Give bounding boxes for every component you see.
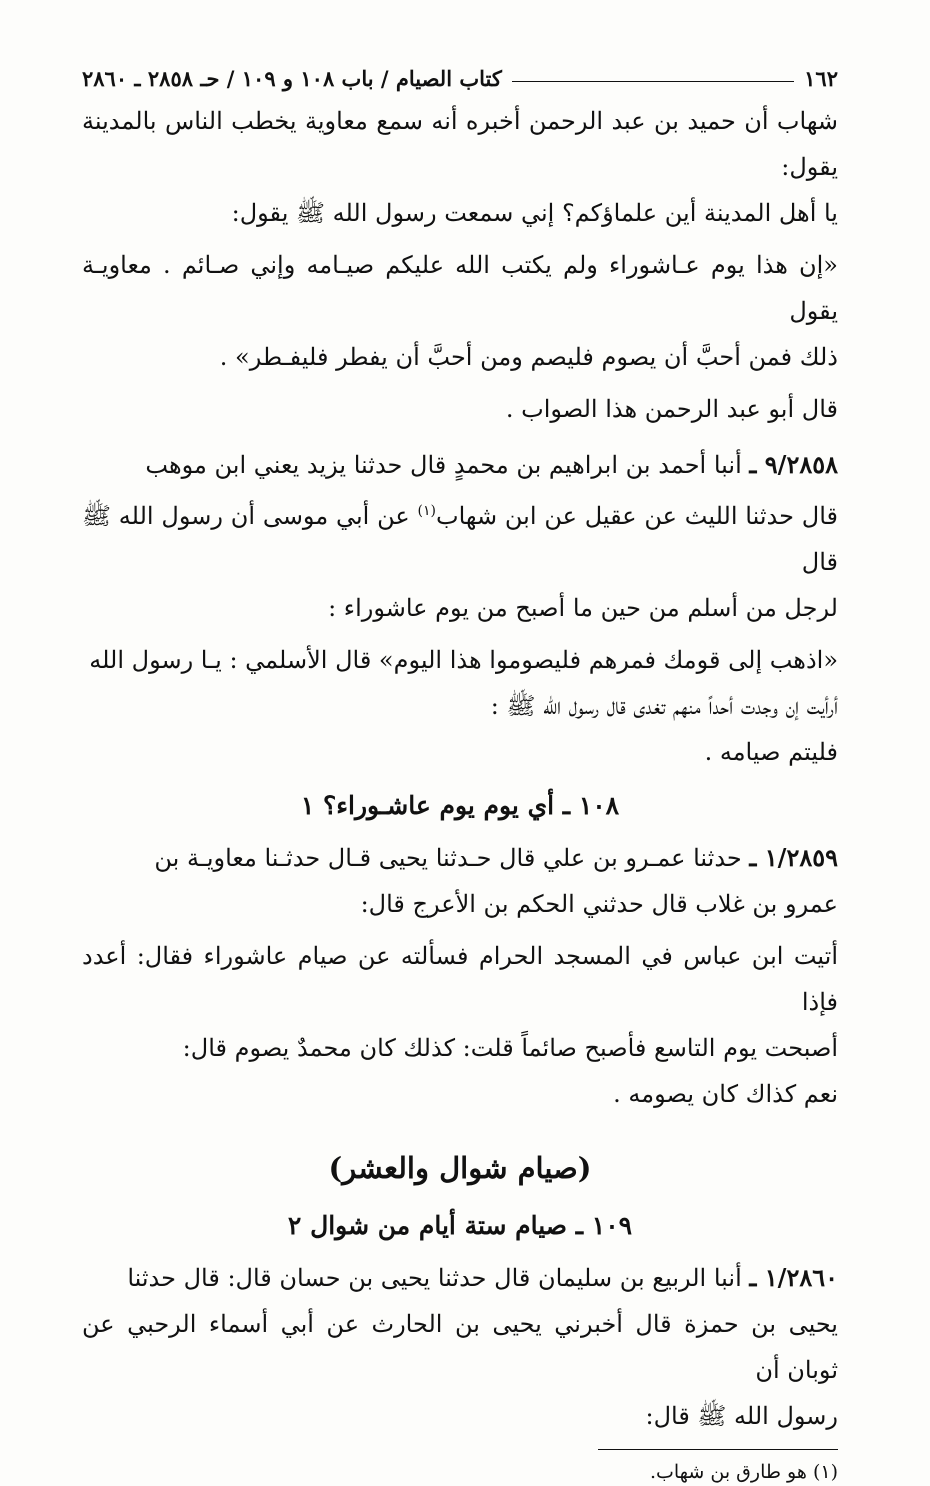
hadith-number: ١/٢٨٥٩ ـ [749, 843, 838, 872]
running-header [82, 58, 838, 98]
quote-paragraph-2: «اذهب إلى قومك فمرهم فليصوموا هذا اليوم» قال الأسلمي : يـا رسول الله أرأيت إن وجدت أحداً منهم تغدى قال رسول الله ﷺ : فليتم صيامه . [89, 646, 838, 766]
footnote-marker: (١) [417, 503, 437, 519]
footnote-rule [598, 1449, 838, 1450]
quote-paragraph-1: «إن هذا يوم عـاشوراء ولم يكتب الله عليكم صيـامه وإني صـائم . معاويـة يقول ذلك فمن أحبَّ أن يصوم فليصم ومن أحبَّ أن يفطر فليفـطر» . [82, 251, 838, 371]
header-rule [512, 81, 794, 82]
footnote-marker: (١) [812, 1461, 838, 1483]
hadith-number: ٩/٢٨٥٨ ـ [749, 450, 838, 479]
section-title: (صيام شوال والعشر) [328, 1151, 592, 1185]
footnote-1 [82, 1458, 838, 1486]
footnote-text: هو طارق بن شهاب. [649, 1461, 807, 1483]
remark-paragraph: قال أبو عبد الرحمن هذا الصواب . [505, 395, 838, 423]
running-title: كتاب الصيام / باب ١٠٨ و ١٠٩ / حـ ٢٨٥٨ ـ ٢٨٦٠ [82, 65, 502, 91]
chapter-109-heading: ١٠٩ ـ صيام ستة أيام من شوال ٢ [287, 1211, 633, 1240]
page-number: ١٦٢ [804, 65, 838, 91]
narration-2859: أتيت ابن عباس في المسجد الحرام فسألته عن صيام عاشوراء فقال: أعدد فإذا أصبحت يوم التاسع فأصبح صائماً قلت: كذلك كان محمدٌ يصوم قال: نعم كذاك كان يصومه . [82, 942, 838, 1108]
hadith-number: ١/٢٨٦٠ ـ [749, 1263, 838, 1292]
hadith-2860: ١/٢٨٦٠ ـ أنبا الربيع بن سليمان قال حدثنا يحيى بن حسان قال: قال حدثنا يحيى بن حمزة قال أخبرني يحيى بن الحارث عن أبي أسماء الرحبي عن ثوبان أن رسول الله ﷺ قال: [82, 1263, 838, 1430]
hadith-2859: ١/٢٨٥٩ ـ حدثنا عمـرو بن علي قال حـدثنا يحيى قـال حدثـنا معاويـة بن عمرو بن غلاب قال حدثني الحكم بن الأعرج قال: [154, 843, 838, 918]
chapter-108-heading: ١٠٨ ـ أي يوم يوم عاشـوراء؟ ١ [300, 791, 620, 820]
intro-paragraph: شهاب أن حميد بن عبد الرحمن أخبره أنه سمع معاوية يخطب الناس بالمدينة يقول: يا أهل المدينة أين علماؤكم؟ إني سمعت رسول الله ﷺ يقول: [82, 107, 838, 227]
hadith-2858: ٩/٢٨٥٨ ـ أنبا أحمد بن ابراهيم بن محمدٍ قال حدثنا يزيد يعني ابن موهب قال حدثنا الليث عن عقيل عن ابن شهاب$^{(١)}$ عن أبي موسى أن رسول الله ﷺ قال لرجل من أسلم من حين ما أصبح من يوم عاشوراء : [82, 450, 838, 622]
